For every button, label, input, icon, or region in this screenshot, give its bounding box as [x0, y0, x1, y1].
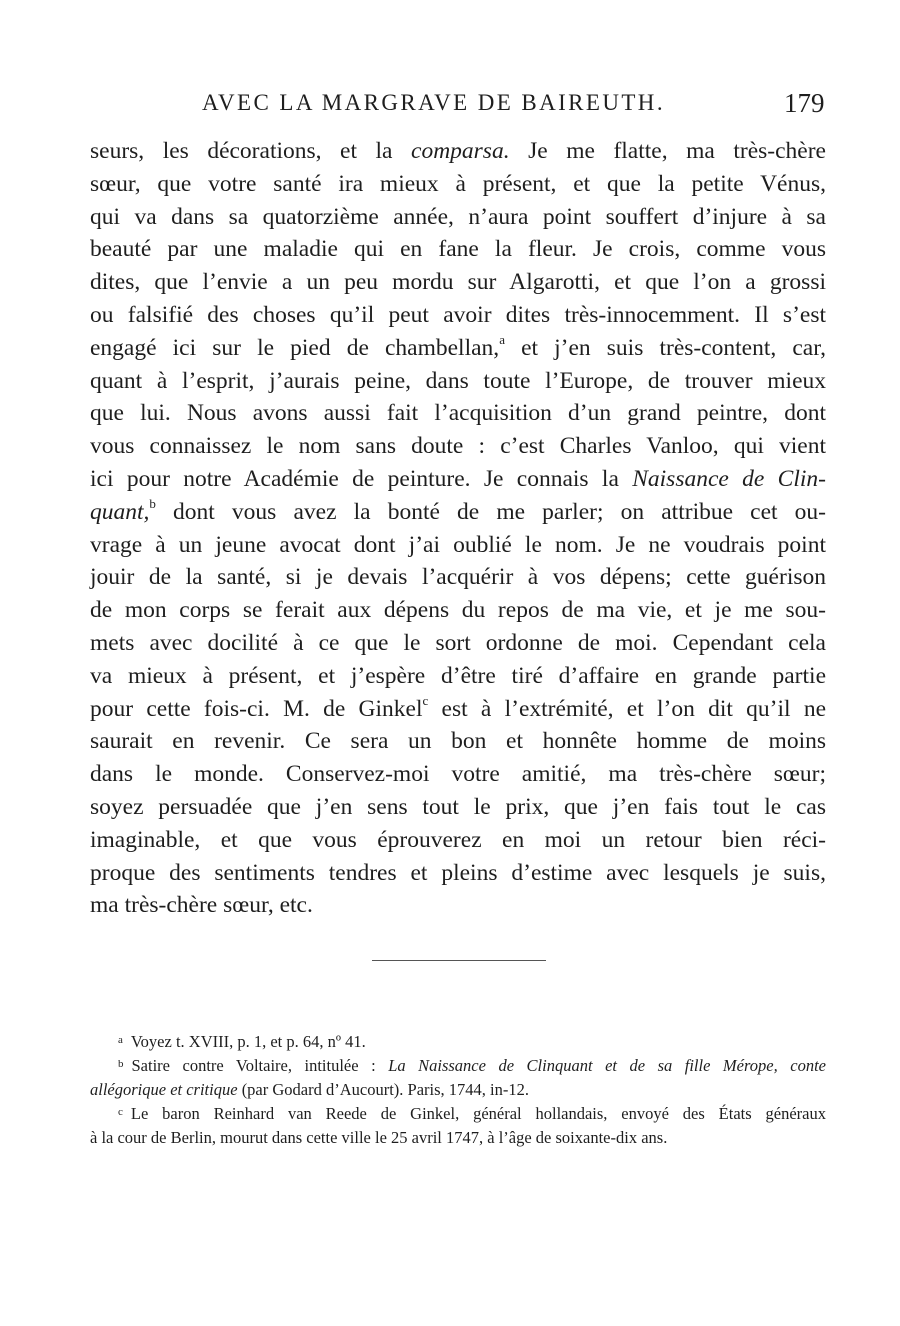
text-line	[90, 463, 826, 496]
footnote-text: Le baron Reinhard van Reede de Ginkel, général hollandais, envoyé des États généraux	[130, 1104, 826, 1123]
footnote-text: (par Godard d’Aucourt). Paris, 1744, in-12.	[237, 1080, 529, 1099]
footnote-ref-b: b	[149, 495, 156, 511]
footnote-a	[90, 1030, 826, 1054]
text-run: engagé ici sur le pied de chambellan,	[90, 334, 500, 361]
section-divider	[372, 960, 546, 961]
text-run: dont vous avez la bonté de me parler; on attribue cet ou-	[155, 498, 826, 525]
footnote-title: La Naissance de Clinquant et de sa fille Mérope, conte	[388, 1056, 826, 1075]
footnote-c-continued: à la cour de Berlin, mourut dans cette ville le 25 avril 1747, à l’âge de soixante-dix ans.	[90, 1128, 668, 1147]
text-line: quant à l’esprit, j’aurais peine, dans toute l’Europe, de trouver mieux	[90, 367, 826, 394]
italic-term: comparsa.	[411, 138, 510, 164]
footnotes	[90, 1030, 826, 1150]
text-line: va mieux à présent, et j’espère d’être tiré d’affaire en grande partie	[90, 662, 826, 689]
text-line: beauté par une maladie qui en fane la fleur. Je crois, comme vous	[90, 236, 826, 263]
text-line: soyez persuadée que j’en sens tout le prix, que j’en fais tout le cas	[90, 793, 826, 820]
text-line: proque des sentiments tendres et pleins d’estime avec lesquels je suis,	[90, 859, 826, 886]
footnote-mark: b	[118, 1058, 124, 1070]
footnote-title: allégorique et critique	[90, 1080, 238, 1099]
text-run: Je me flatte, ma très-chère	[509, 138, 826, 164]
page-number: 179	[784, 88, 825, 118]
running-head: AVEC LA MARGRAVE DE BAIREUTH.	[202, 90, 665, 115]
text-line: qui va dans sa quatorzième année, n’aura point souffert d’injure à sa	[90, 203, 826, 230]
text-line: imaginable, et que vous éprouverez en moi un retour bien réci-	[90, 826, 826, 853]
text-line: saurait en revenir. Ce sera un bon et honnête homme de moins	[90, 728, 826, 755]
footnote-b	[90, 1054, 826, 1078]
text-line: dites, que l’envie a un peu mordu sur Algarotti, et que l’on a grossi	[90, 269, 826, 296]
text-line	[90, 135, 826, 168]
footnote-text: Satire contre Voltaire, intitulée :	[131, 1056, 389, 1075]
text-line: jouir de la santé, si je devais l’acquérir à vos dépens; cette guérison	[90, 564, 826, 591]
footnote-b-continued	[90, 1078, 826, 1102]
italic-title: Naissance de Clin-	[632, 465, 826, 492]
text-line: ma très-chère sœur, etc.	[90, 892, 313, 919]
footnote-mark: a	[118, 1034, 123, 1046]
footnote-text: Voyez t. XVIII, p. 1, et p. 64, nº 41.	[130, 1032, 366, 1051]
text-line: sœur, que votre santé ira mieux à présent, et que la petite Vénus,	[90, 170, 826, 197]
text-line: que lui. Nous avons aussi fait l’acquisition d’un grand peintre, dont	[90, 400, 826, 427]
text-line	[90, 332, 826, 365]
italic-title: quant,	[90, 498, 150, 525]
text-line	[90, 496, 826, 529]
text-run: pour cette fois-ci. M. de Ginkel	[90, 695, 423, 722]
text-line: mets avec docilité à ce que le sort ordonne de moi. Cependant cela	[90, 629, 826, 656]
footnote-ref-a: a	[499, 331, 505, 347]
footnote-c	[90, 1102, 826, 1126]
text-run: ici pour notre Académie de peinture. Je connais la	[90, 465, 633, 492]
text-line: ou falsifié des choses qu’il peut avoir dites très-innocemment. Il s’est	[90, 301, 826, 328]
text-run: seurs, les décorations, et la	[90, 138, 412, 164]
letter-body	[90, 135, 826, 922]
footnote-ref-c: c	[422, 692, 429, 708]
text-line	[90, 693, 826, 726]
text-line: vous connaissez le nom sans doute : c’est Charles Vanloo, qui vient	[90, 433, 826, 460]
footnote-mark: c	[118, 1106, 123, 1118]
text-run: est à l’extrémité, et l’on dit qu’il ne	[428, 695, 827, 722]
text-line: de mon corps se ferait aux dépens du repos de ma vie, et je me sou-	[90, 597, 826, 624]
text-line: vrage à un jeune avocat dont j’ai oublié le nom. Je ne voudrais point	[90, 531, 826, 558]
text-run: et j’en suis très-content, car,	[504, 334, 826, 361]
text-line: dans le monde. Conservez-moi votre amitié, ma très-chère sœur;	[90, 761, 826, 788]
